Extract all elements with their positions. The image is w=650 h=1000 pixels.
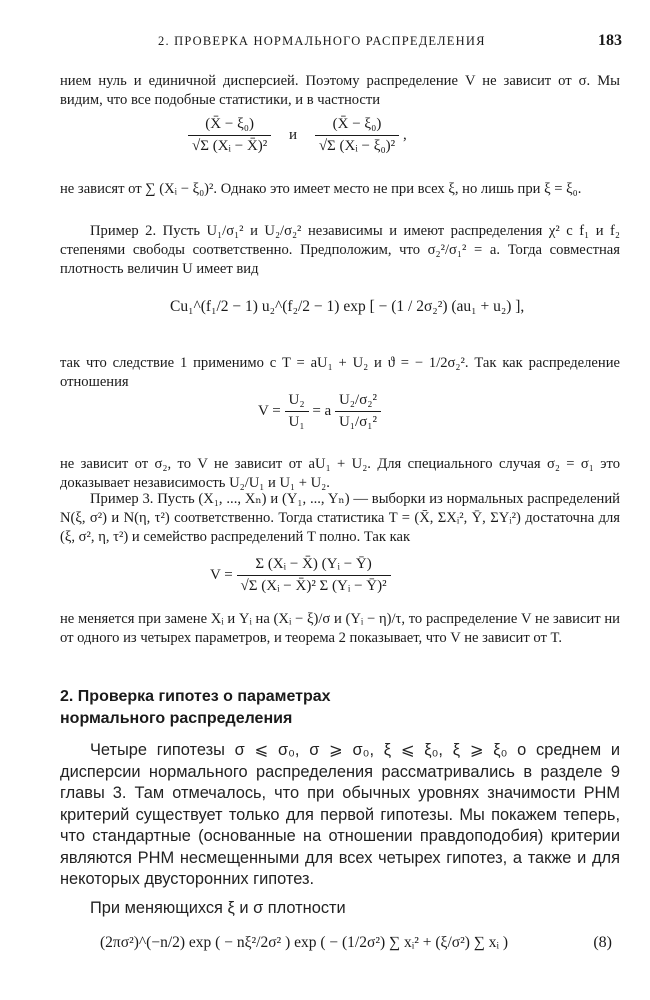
equation-number: (8) <box>593 934 612 951</box>
equation-5: (2πσ²)^(−n/2) exp ( − nξ²/2σ² ) exp ( − (1/2σ²) ∑ xᵢ² + (ξ/σ²) ∑ xᵢ ) <box>100 934 509 951</box>
fraction-b <box>315 116 399 155</box>
equation-1: $\frac{\text{(X̄ − ξ₀)}}{\text{√Σ (Xᵢ − X̄)²}}$ и $\frac{\text{(X̄ − ξ₀)}}{\text{√Σ (Xᵢ − ξ₀)²}}$ , <box>188 116 407 155</box>
equation-3-mid: = a <box>312 402 332 419</box>
equation-4-lhs: V = <box>210 566 233 583</box>
equation-3-fraction-2 <box>335 392 381 431</box>
equation-3-denominator-2: U₁/σ₁² <box>338 414 378 430</box>
equation-3-denominator-1: U₁ <box>288 414 305 430</box>
equation-3-lhs: V = <box>258 402 281 419</box>
section-heading <box>60 686 620 730</box>
section-heading-line-1: 2. Проверка гипотез о параметрах <box>60 688 331 705</box>
equation-4-numerator: Σ (Xᵢ − X̄) (Yᵢ − Ȳ) <box>237 556 391 576</box>
page-number: 183 <box>598 32 622 49</box>
paragraph-7: не меняется при замене Xᵢ и Yᵢ на (Xᵢ − ξ)/σ и (Yᵢ − η)/τ, то распределение V не зависит ни от одного из четырех параметров, и теорема 2 показывает, что V не зависит от T. <box>60 611 620 646</box>
paragraph-8: Четыре гипотезы σ ⩽ σ₀, σ ⩾ σ₀, ξ ⩽ ξ₀, ξ ⩾ ξ₀ о среднем и дисперсии нормального распределения рассматривались в разделе 9 главы 3. Там отмечалось, что при обычных уровнях значимости РНМ критерий существует только для первой гипотезы. Мы покажем теперь, что стандартные (основанные на отношении правдоподобия) критерии являются РНМ несмещенными для всех четырех гипотез, а также и для некоторых двусторонних гипотез. <box>60 741 620 888</box>
fraction-b-denominator: √Σ (Xᵢ − ξ₀)² <box>318 138 396 154</box>
running-title: 2. ПРОВЕРКА НОРМАЛЬНОГО РАСПРЕДЕЛЕНИЯ <box>158 34 486 48</box>
fraction-b-numerator: (X̄ − ξ₀) <box>315 116 399 136</box>
equation-4 <box>210 556 391 595</box>
equation-3-numerator-1: U₂ <box>285 392 309 412</box>
equation-3-fraction-1 <box>285 392 309 431</box>
fraction-a-numerator: (X̄ − ξ₀) <box>188 116 271 136</box>
page-header <box>60 34 622 56</box>
paragraph-9: При меняющихся ξ и σ плотности <box>90 899 346 917</box>
paragraph-1: нием нуль и единичной дисперсией. Поэтому распределение V не зависит от σ. Мы видим, что все подобные статистики, и в частности <box>60 73 620 108</box>
paragraph-5: не зависит от σ₂, то V не зависит от aU₁ + U₂. Для специального случая σ₂ = σ₁ это доказывает независимость U₂/U₁ и U₁ + U₂. <box>60 456 620 491</box>
paragraph-2: не зависят от ∑ (Xᵢ − ξ₀)². Однако это имеет место не при всех ξ, но лишь при ξ = ξ₀. <box>60 181 582 197</box>
equation-1-and: и <box>289 126 298 143</box>
equation-4-denominator: √Σ (Xᵢ − X̄)² Σ (Yᵢ − Ȳ)² <box>240 578 387 594</box>
equation-2: Cu₁^(f₁/2 − 1) u₂^(f₂/2 − 1) exp [ − (1 / 2σ₂²) (au₁ + u₂) ], <box>170 298 525 315</box>
fraction-a-denominator: √Σ (Xᵢ − X̄)² <box>192 138 268 154</box>
paragraph-3: Пример 2. Пусть U₁/σ₁² и U₂/σ₂² независимы и имеют распределения χ² с f₁ и f₂ степенями свободы соответственно. Предположим, что σ₂²/σ₁² = a. Тогда совместная плотность величин U имеет вид <box>60 223 620 277</box>
equation-3-numerator-2: U₂/σ₂² <box>335 392 381 412</box>
fraction-a <box>188 116 271 155</box>
paragraph-4: так что следствие 1 применимо с T = aU₁ + U₂ и ϑ = − 1/2σ₂². Так как распределение отношения <box>60 355 620 390</box>
paragraph-6: Пример 3. Пусть (X₁, ..., Xₙ) и (Y₁, ..., Yₙ) — выборки из нормальных распределений N(ξ, σ²) и N(η, τ²) соответственно. Тогда статистика T = (X̄, ΣXᵢ², Ȳ, ΣYᵢ²) достаточна для (ξ, σ², η, τ²) и семейство распределений T полно. Так как <box>60 491 620 545</box>
equation-3 <box>258 392 381 431</box>
section-heading-line-2: нормального распределения <box>60 710 293 727</box>
equation-4-fraction <box>237 556 391 595</box>
